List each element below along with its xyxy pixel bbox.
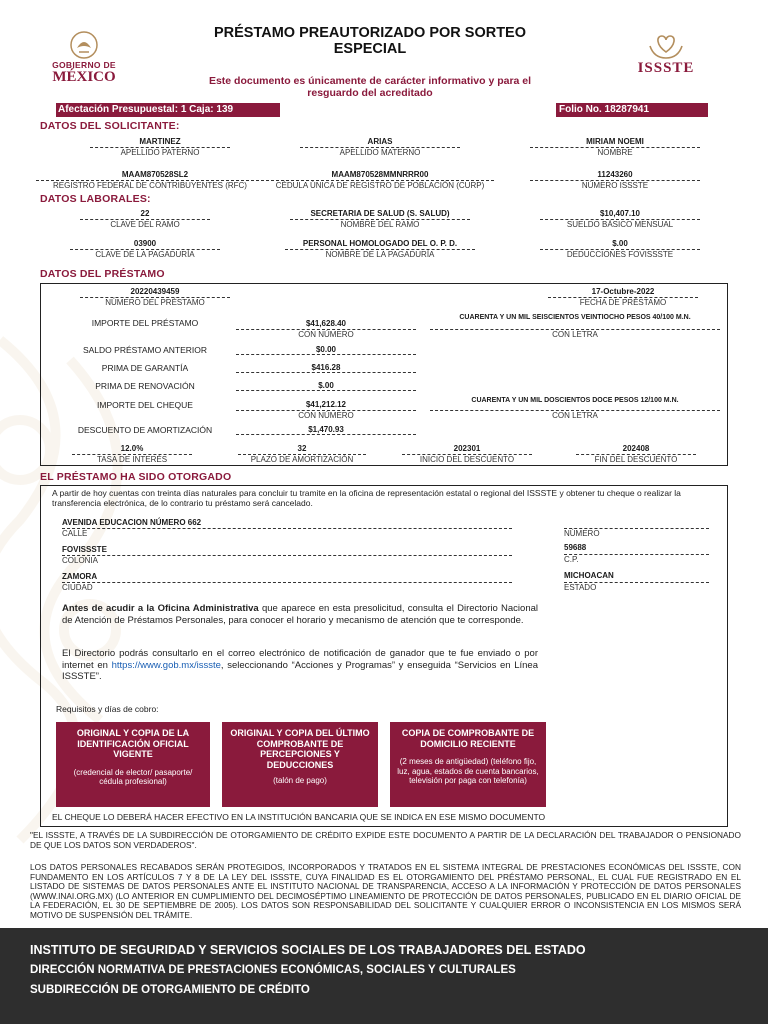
cp-label: C.P.: [564, 554, 709, 564]
curp-label: CÉDULA ÚNICA DE REGISTRO DE POBLACIÓN (CURP): [266, 180, 494, 190]
saldo-anterior-value: $0.00: [236, 345, 416, 355]
importe-cheque-label: IMPORTE DEL CHEQUE: [97, 400, 193, 410]
calle-value: AVENIDA EDUCACION NÚMERO 662: [62, 518, 202, 527]
cheque-note: EL CHEQUE LO DEBERÁ HACER EFECTIVO EN LA INSTITUCIÓN BANCARIA QUE SE INDICA EN ESE MISMO DOCUMENTO: [52, 812, 546, 822]
requisito-domicilio-heading: COPIA DE COMPROBANTE DE DOMICILIO RECIENTE: [401, 728, 535, 749]
issste-wordmark: ISSSTE: [637, 60, 695, 76]
plazo-label: PLAZO DE AMORTIZACIÓN: [238, 454, 366, 464]
inicio-label: INICIO DEL DESCUENTO: [402, 454, 532, 464]
sueldo-label: SUELDO BÁSICO MENSUAL: [540, 219, 700, 229]
rfc-label: REGISTRO FEDERAL DE CONTRIBUYENTES (RFC): [36, 180, 264, 190]
gob-line2: MÉXICO: [52, 69, 116, 85]
estado-label: ESTADO: [564, 582, 709, 592]
nombre-ramo-value: SECRETARIA DE SALUD (S. SALUD): [310, 209, 450, 218]
legal-datos-personales: LOS DATOS PERSONALES RECABADOS SERÁN PROTEGIDOS, INCORPORADOS Y TRATADOS EN EL SISTEMA INTEGRAL DE PRESTACIONES ECONÓMICAS DEL ISSSTE, CON FUNDAMENTO EN LOS ARTÍCULOS 7 Y 8 DE LA LEY DEL ISSSTE, CUYA FINALIDAD ES EL OTORGAMIENTO DEL PRÉSTAMO PERSONAL, EL CUAL FUE REGISTRADO EN EL LISTADO DE SISTEMAS DE DATOS PERSONALES ANTE EL INSTITUTO NACIONAL DE TRANSPARENCIA, ACCESO A LA INFORMACIÓN Y PROTECCIÓN DE DATOS PERSONALES (WWW.INAI.ORG.MX) (LO ANTERIOR EN CUMPLIMIENTO DEL DECIMOSÉPTIMO LINEAMIENTO DE PROTECCIÓN DE DATOS PERSONALES, PUBLICADO EN EL DIARIO OFICIAL DE LA FEDERACIÓN, EL 30 DE SEPTIEMBRE DE 2005). LOS DATOS SON RESPONSABILIDAD DEL SOLICITANTE Y CUALQUIER ERROR O INCONSISTENCIA EN LOS MISMOS SERÁ MOTIVO DE SUSPENSIÓN DEL TRÁMITE.: [30, 862, 741, 920]
descuento-amortizacion-value: $1,470.93: [236, 425, 416, 435]
con-letra-label-2: CON LETRA: [430, 410, 720, 420]
nombre-pagaduria-label: NOMBRE DE LA PAGADURÍA: [285, 249, 475, 259]
importe-letra-value: CUARENTA Y UN MIL SEISCIENTOS VEINTIOCHO PESOS 40/100 M.N.: [459, 314, 691, 321]
numero-label: NÚMERO: [564, 528, 709, 538]
requisito-identificacion: [56, 722, 210, 807]
numero-prestamo-label: NÚMERO DEL PRÉSTAMO: [80, 297, 230, 307]
ciudad-value: ZAMORA: [62, 572, 98, 581]
importe-prestamo-label: IMPORTE DEL PRÉSTAMO: [91, 318, 199, 328]
requisito-identificacion-detail: (credencial de elector/ pasaporte/ cédula profesional): [73, 767, 193, 786]
prima-garantia-label: PRIMA DE GARANTÍA: [101, 363, 189, 373]
section-solicitante: DATOS DEL SOLICITANTE:: [40, 120, 180, 132]
clave-ramo-label: CLAVE DEL RAMO: [80, 219, 210, 229]
requisito-comprobante-domicilio: [390, 722, 546, 807]
prima-garantia-value: $416.28: [236, 363, 416, 373]
directorio-text-b: , seleccionando “Acciones y Programas” y enseguida “Servicios en Línea ISSSTE”.: [62, 659, 538, 682]
sueldo-value: $10,407.10: [599, 209, 641, 218]
estado-value: MICHOACAN: [564, 571, 614, 580]
page-title: [170, 25, 570, 57]
aviso-oficina-rest: que aparece en esta presolicitud, consulta el Directorio Nacional de Atención de Préstamos Personales, para conocer el horario y mecanismo de atención que te corresponde.: [62, 603, 538, 626]
apellido-paterno-label: APELLIDO PATERNO: [90, 147, 230, 157]
aviso-oficina-bold: Antes de acudir a la Oficina Administrativa: [62, 603, 259, 614]
colonia-value: FOVISSSTE: [62, 545, 107, 554]
section-otorgado: EL PRÉSTAMO HA SIDO OTORGADO: [40, 471, 232, 483]
fecha-prestamo-value: 17-Octubre-2022: [591, 287, 655, 296]
requisito-identificacion-heading: ORIGINAL Y COPIA DE LA IDENTIFICACIÓN OFICIAL VIGENTE: [76, 728, 190, 759]
title-line1: PRÉSTAMO PREAUTORIZADO POR SORTEO: [213, 25, 527, 41]
aviso-oficina-paragraph: [62, 603, 538, 626]
con-numero-label-2: CON NÚMERO: [236, 410, 416, 420]
afectacion-bar: Afectación Presupuestal: 1 Caja: 139: [56, 103, 280, 117]
clave-pagaduria-label: CLAVE DE LA PAGADURÍA: [70, 249, 220, 259]
directorio-paragraph: [62, 648, 538, 683]
requisito-percepciones-detail: (talón de pago): [273, 776, 327, 785]
plazo-value: 32: [297, 444, 307, 453]
saldo-anterior-label: SALDO PRÉSTAMO ANTERIOR: [82, 345, 208, 355]
otorgado-intro: A partir de hoy cuentas con treinta días naturales para concluir tu tramite en la oficina de representación estatal o regional del ISSSTE y obtener tu cheque o realizar la transferencia electrónica, de lo contrario tu préstamo será cancelado.: [52, 488, 681, 508]
requisito-domicilio-detail: (2 meses de antigüedad) (teléfono fijo, luz, agua, estados de cuenta bancarios, televisión por paga con telefonía): [397, 757, 539, 785]
requisito-comprobante-percepciones: [222, 722, 378, 807]
subtitle-line1: Este documento es únicamente de carácter informativo y para el: [208, 75, 532, 87]
importe-cheque-value: $41,212.12: [305, 400, 347, 409]
prima-renovacion-value: $.00: [236, 381, 416, 391]
apellido-materno-value: ARIAS: [367, 137, 393, 146]
con-letra-label-1: CON LETRA: [430, 329, 720, 339]
nombre-pagaduria-value: PERSONAL HOMOLOGADO DEL O. P. D.: [302, 239, 458, 248]
clave-pagaduria-value: 03900: [133, 239, 157, 248]
deducciones-label: DEDUCCIONES FOVISSSTE: [540, 249, 700, 259]
prestamo-box: [40, 283, 728, 466]
tasa-label: TASA DE INTERÉS: [72, 454, 192, 464]
fin-label: FIN DEL DESCUENTO: [576, 454, 696, 464]
apellido-materno-label: APELLIDO MATERNO: [300, 147, 460, 157]
footer-line2: DIRECCIÓN NORMATIVA DE PRESTACIONES ECONÓMICAS, SOCIALES Y CULTURALES: [30, 964, 516, 976]
deducciones-value: $.00: [612, 239, 628, 248]
rfc-value: MAAM870528SL2: [121, 170, 189, 179]
numero-issste-label: NÚMERO ISSSTE: [530, 180, 700, 190]
cp-value: 59688: [564, 543, 587, 552]
footer: [0, 928, 768, 1024]
folio-bar: Folio No. 18287941: [556, 103, 708, 117]
subtitle-line2: resguardo del acreditado: [307, 87, 433, 99]
nombre-value: MIRIAM NOEMI: [586, 137, 644, 146]
cheque-letra-value: CUARENTA Y UN MIL DOSCIENTOS DOCE PESOS 12/100 M.N.: [471, 397, 679, 404]
gob-line1: GOBIERNO DE: [52, 60, 116, 70]
apellido-paterno-value: MARTINEZ: [139, 137, 181, 146]
ciudad-label: CIUDAD: [62, 582, 512, 592]
requisito-percepciones-heading: ORIGINAL Y COPIA DEL ÚLTIMO COMPROBANTE DE PERCEPCIONES Y DEDUCCIONES: [230, 728, 370, 770]
hands-heart-icon: [646, 30, 686, 60]
nombre-label: NOMBRE: [530, 147, 700, 157]
colonia-label: COLONIA: [62, 555, 512, 565]
numero-issste-value: 11243260: [597, 170, 633, 179]
issste-logo: [620, 30, 712, 86]
fin-value: 202408: [622, 444, 650, 453]
footer-line1: INSTITUTO DE SEGURIDAD Y SERVICIOS SOCIALES DE LOS TRABAJADORES DEL ESTADO: [30, 943, 586, 957]
clave-ramo-value: 22: [140, 209, 150, 218]
numero-prestamo-value: 20220439459: [130, 287, 180, 296]
title-line2: ESPECIAL: [333, 41, 407, 57]
fecha-prestamo-label: FECHA DE PRÉSTAMO: [548, 297, 698, 307]
legal-declaracion: "EL ISSSTE, A TRAVÉS DE LA SUBDIRECCIÓN DE OTORGAMIENTO DE CRÉDITO EXPIDE ESTE DOCUMENTO A PARTIR DE LA DECLARACIÓN DEL TRABAJADOR O PENSIONADO DE QUE LOS DATOS SON VERDADEROS".: [30, 830, 741, 850]
tasa-value: 12.0%: [120, 444, 144, 453]
descuento-amortizacion-label: DESCUENTO DE AMORTIZACIÓN: [77, 425, 213, 435]
eagle-seal-icon: [69, 30, 99, 60]
nombre-ramo-label: NOMBRE DEL RAMO: [290, 219, 470, 229]
requisitos-title: Requisitos y días de cobro:: [56, 704, 159, 714]
directorio-text-a: El Directorio podrás consultarlo en el correo electrónico de notificación de ganador que te fue enviado o por internet en: [62, 648, 538, 671]
footer-line3: SUBDIRECCIÓN DE OTORGAMIENTO DE CRÉDITO: [30, 984, 310, 996]
inicio-value: 202301: [453, 444, 481, 453]
gob-mx-issste-link[interactable]: https://www.gob.mx/issste: [111, 659, 221, 671]
con-numero-label-1: CON NÚMERO: [236, 329, 416, 339]
prima-renovacion-label: PRIMA DE RENOVACIÓN: [95, 381, 195, 391]
gobierno-mexico-logo: [38, 30, 130, 90]
calle-label: CALLE: [62, 528, 512, 538]
section-laborales: DATOS LABORALES:: [40, 193, 151, 205]
importe-prestamo-value: $41,628.40: [305, 319, 347, 328]
page-subtitle: [170, 75, 570, 99]
section-prestamo: DATOS DEL PRÉSTAMO: [40, 268, 165, 280]
curp-value: MAAM870528MMNRRR00: [331, 170, 429, 179]
